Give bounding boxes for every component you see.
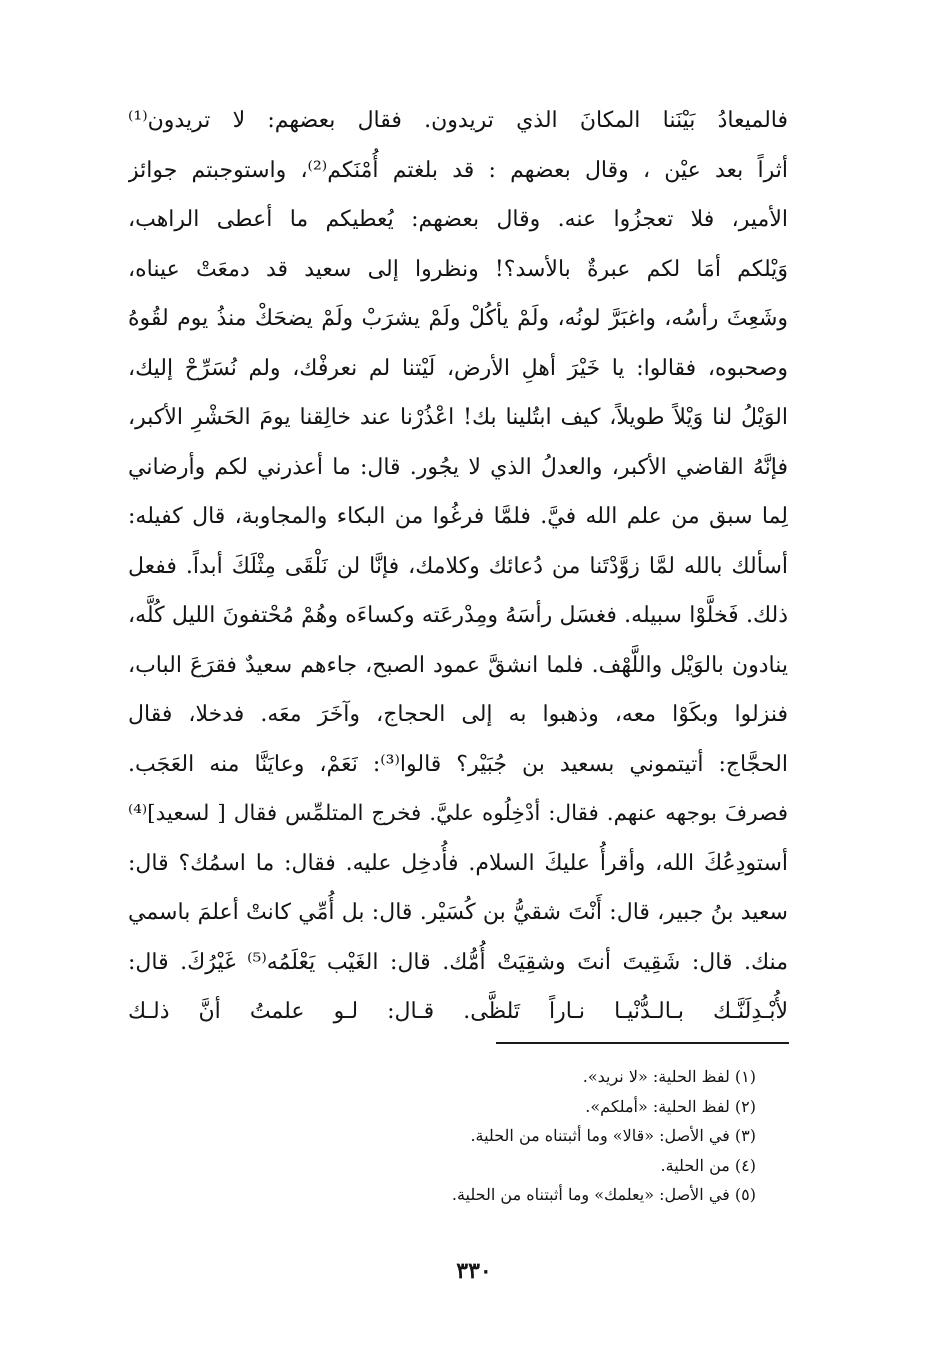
text-line: وشَعِثَ رأسُه، واغبَرَّ لونُه، ولَمْ يأكُلْ ولَمْ يشرَبْ ولَمْ يضحَكْ منذُ يوم لقُوهُ	[128, 306, 788, 331]
text-line: وصحبوه، فقالوا: يا خَيْرَ أهلِ الأرض، لَيْتنا لم نعرفْك، ولم نُسَرِّحْ إليك،	[128, 355, 788, 381]
text-line: أستودِعُكَ الله، وأقرأُ عليكَ السلام. فأُدخِل عليه. فقال: ما اسمُك؟ قال:	[128, 850, 788, 876]
text-line: سعيد بنُ جبير، قال: أَنْتَ شقيُّ بن كُسَيْر. قال: بل أُمِّي كانتْ أعلمَ باسمي	[128, 900, 788, 925]
text-line: فصرفَ بوجهه عنهم. فقال: أدْخِلُوه عليَّ. فخرج المتلمِّس فقال [ لسعيد]⁽⁴⁾	[128, 801, 788, 826]
footnote: (٢) لفظ الحلية: «أملكم».	[585, 1096, 756, 1116]
footnote: (٥) في الأصل: «يعلمك» وما أثبتناه من الحلية.	[451, 1185, 756, 1204]
page-number: ٣٣٠	[456, 1258, 492, 1284]
text-line: ينادون بالوَيْل واللَّهْف. فلما انشقَّ عمود الصبح، جاءهم سعيدٌ فقرَعَ الباب،	[128, 652, 788, 678]
text-line: فالميعادُ بَيْنَنا المكانَ الذي تريدون. فقال بعضهم: لا تريدون⁽¹⁾	[128, 108, 788, 133]
text-line: أثراً بعد عيْن ، وقال بعضهم : قد بلغتم أُمْنَكم⁽²⁾، واستوجبتم جوائز	[128, 157, 788, 183]
text-line: أسألك بالله لمَّا زوَّدْتَنا من دُعائك وكلامك، فإنَّا لن نَلْقَى مِثْلَكَ أبداً. ففعل	[128, 553, 788, 579]
footnote: (٤) من الحلية.	[660, 1155, 756, 1175]
footnotes-block	[300, 1062, 756, 1210]
text-line: لأُبْـدِلَنَّـك بـالـدُّنْيـا نـاراً تَلظَّى. قـال: لـو علمتُ أنَّ ذلـك	[128, 999, 788, 1024]
main-text-block	[128, 96, 788, 1037]
text-line: وَيْلكم أمَا لكم عبرةٌ بالأسد؟! ونظروا إلى سعيد قد دمعَتْ عيناه،	[128, 256, 788, 282]
text-line: منك. قال: شَقِيتَ أنتَ وشقِيَتْ أُمُّك. قال: الغَيْب يَعْلَمُه⁽⁵⁾ غَيْرُكَ. قال:	[128, 949, 788, 975]
text-line: لِما سبق من علم الله فيَّ. فلمَّا فرغُوا من البكاء والمجاوبة، قال كفيله:	[128, 504, 788, 529]
text-line: فإنَّهُ القاضي الأكبر، والعدلُ الذي لا يجُور. قال: ما أعذرني لكم وأرضاني	[128, 454, 788, 480]
footnote: (٣) في الأصل: «قالا» وما أثبتناه من الحلية.	[470, 1126, 756, 1145]
text-line: ذلك. فَخلَّوْا سبيله. فغسَل رأسَهُ ومِدْرعَته وكساءَه وهُمْ مُحْتفونَ الليل كُلَّه،	[128, 603, 788, 628]
text-line: الوَيْلُ لنا وَيْلاً طويلاً، كيف ابتُلينا بك! اعْذُرْنا عند خالِقنا يومَ الحَشْرِ الأكبر،	[128, 405, 788, 430]
text-line: الأمير، فلا تعجزُوا عنه. وقال بعضهم: يُعطيكم ما أعطى الراهب،	[128, 207, 788, 232]
footnote-divider	[496, 1042, 789, 1044]
text-line: فنزلوا وبكَوْا معه، وذهبوا به إلى الحجاج، وآخَرَ معَه. فدخلا، فقال	[128, 702, 788, 727]
text-line: الحجَّاج: أتيتموني بسعيد بن جُبَيْر؟ قالوا⁽³⁾: نَعَمْ، وعايَنَّا منه العَجَب.	[128, 751, 788, 777]
footnote: (١) لفظ الحلية: «لا نريد».	[582, 1067, 756, 1086]
